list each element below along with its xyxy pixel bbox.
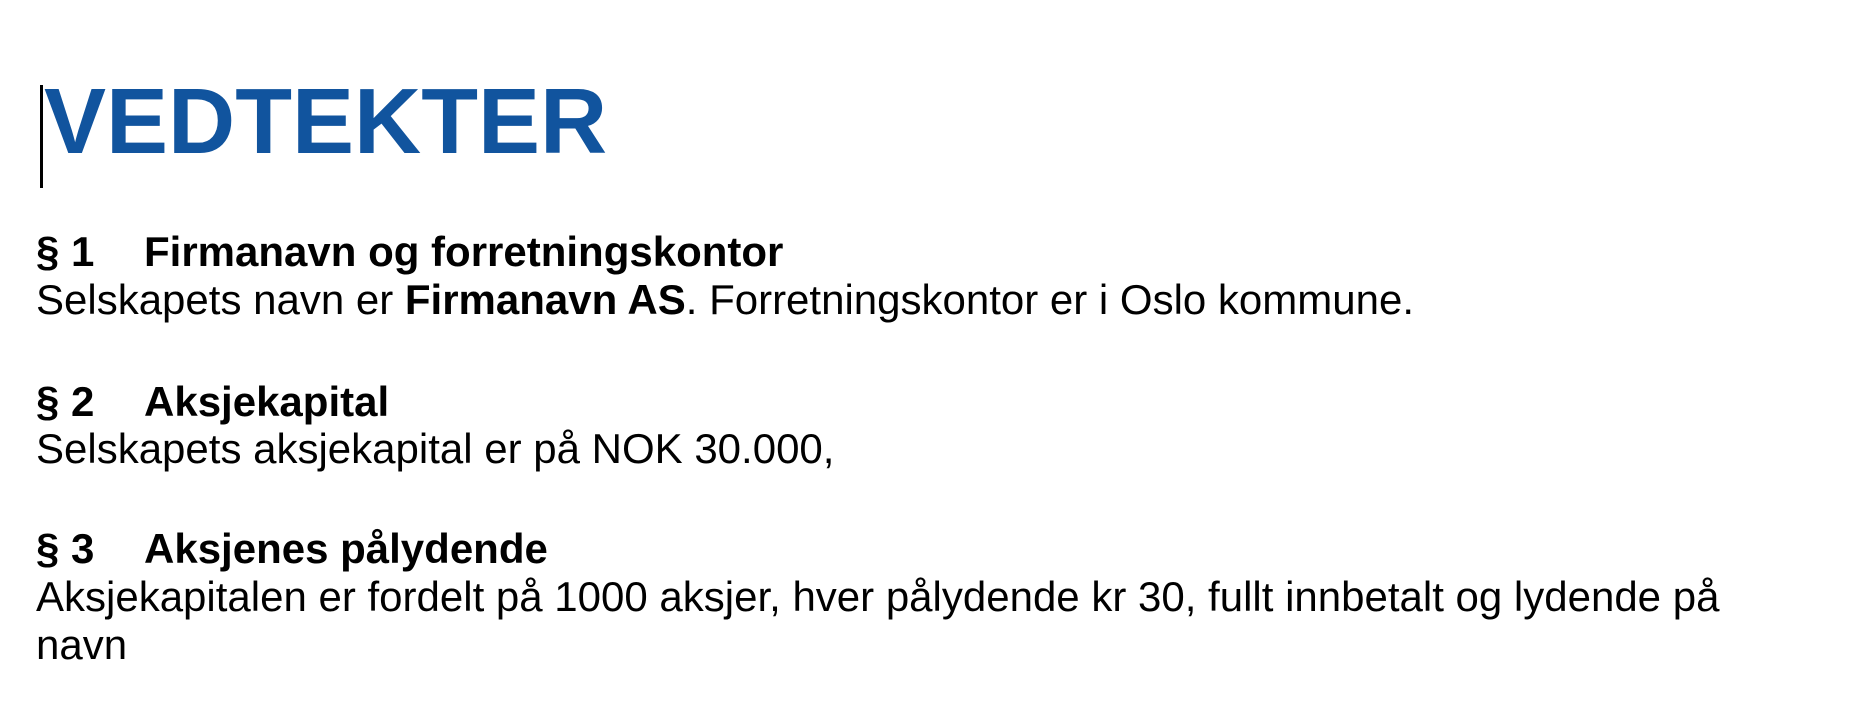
section-3-number: § 3 [36, 525, 95, 572]
section-1-body [36, 276, 1415, 323]
section-1-body-part1: Selskapets navn er [36, 276, 405, 323]
section-1-body-part3: . Forretningskontor er i Oslo kommune. [685, 276, 1415, 323]
section-2-number: § 2 [36, 378, 95, 425]
section-3-heading [36, 525, 548, 572]
document-title: VEDTEKTER [44, 69, 608, 173]
section-2-body: Selskapets aksjekapital er på NOK 30.000, [36, 425, 835, 472]
text-caret [40, 85, 43, 188]
section-1-number: § 1 [36, 228, 95, 275]
section-3-body-line-1: Aksjekapitalen er fordelt på 1000 aksjer, hver pålydende kr 30, fullt innbetalt og lydende på [36, 573, 1720, 620]
company-name: Firmanavn AS [404, 276, 686, 323]
section-1-heading [36, 228, 784, 275]
section-3-body-line-2: navn [36, 621, 128, 668]
section-2-heading-text: Aksjekapital [144, 378, 390, 425]
section-3-heading-text: Aksjenes pålydende [144, 525, 548, 572]
section-2-heading [36, 378, 390, 425]
section-1-heading-text: Firmanavn og forretningskontor [144, 228, 784, 275]
